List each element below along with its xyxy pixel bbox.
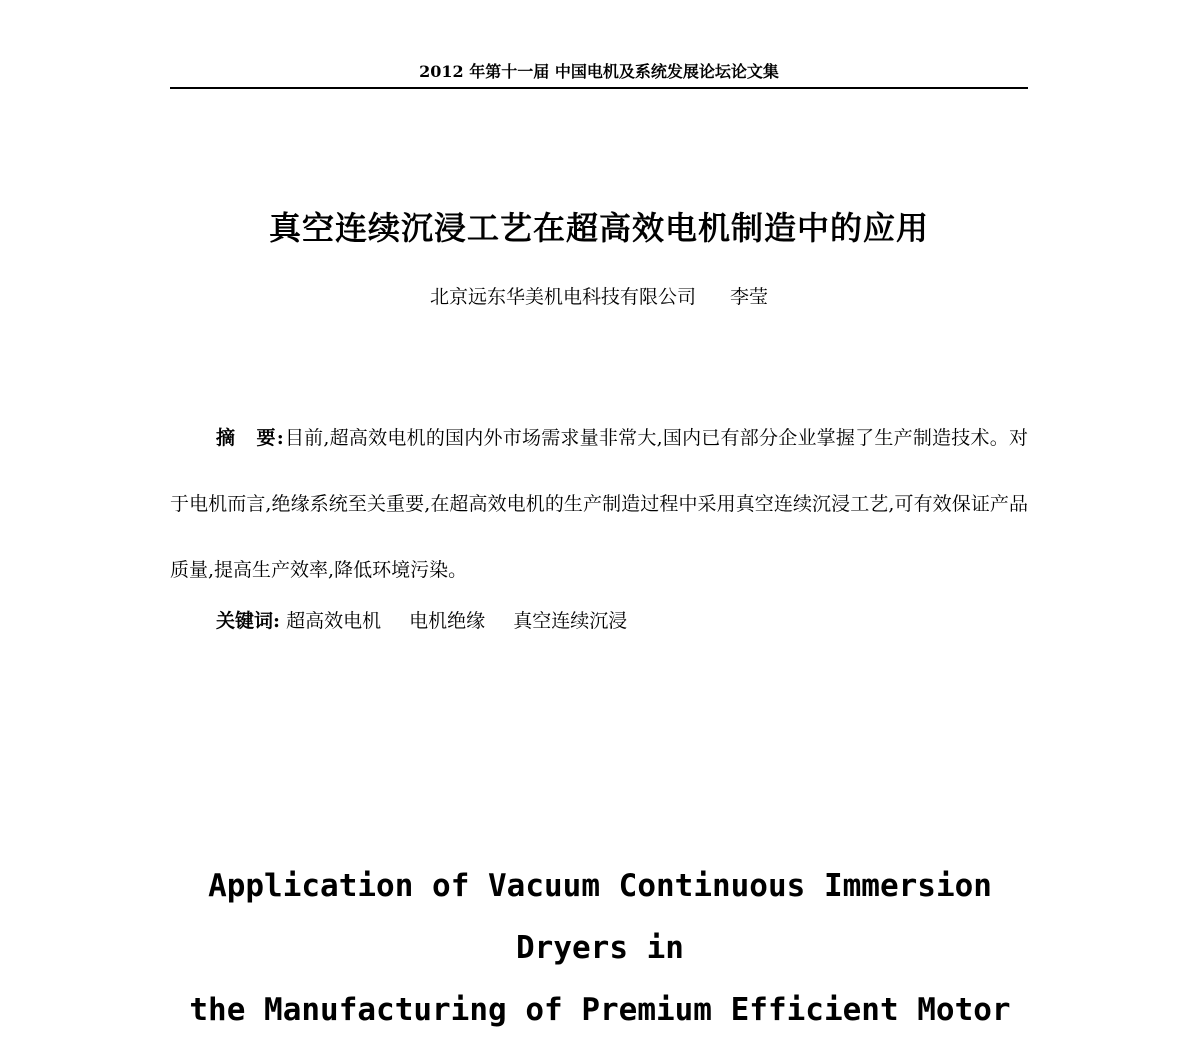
author-name: 李莹 xyxy=(730,286,769,308)
keywords xyxy=(216,603,649,639)
affiliation: 北京远东华美机电科技有限公司 xyxy=(429,286,696,308)
keyword-item: 电机绝缘 xyxy=(409,610,486,632)
running-header xyxy=(170,60,1028,84)
abstract xyxy=(170,405,1028,603)
abstract-label-char-1: 摘 xyxy=(216,427,237,449)
header-rule xyxy=(170,87,1028,89)
paper-title-en xyxy=(150,855,1050,1041)
keyword-item: 超高效电机 xyxy=(286,610,382,632)
paper-title-zh: 真空连续沉浸工艺在超高效电机制造中的应用 xyxy=(268,209,929,247)
running-header-text: 2012 年第十一届 中国电机及系统发展论坛论文集 xyxy=(419,62,779,81)
abstract-label-colon: : xyxy=(276,427,285,449)
keywords-label: 关键词: xyxy=(216,610,281,632)
paper-title-en-line-1: Application of Vacuum Continuous Immersion Dryers in xyxy=(208,868,992,966)
paper-title-en-line-2: the Manufacturing of Premium Efficient Motor xyxy=(189,992,1011,1028)
abstract-text: 目前,超高效电机的国内外市场需求量非常大,国内已有部分企业掌握了生产制造技术。对于电机而言,绝缘系统至关重要,在超高效电机的生产制造过程中采用真空连续沉浸工艺,可有效保证产品质量,提高生产效率,降低环境污染。 xyxy=(170,427,1028,581)
byline xyxy=(170,283,1028,311)
abstract-label xyxy=(216,427,285,449)
keyword-item: 真空连续沉浸 xyxy=(513,610,628,632)
abstract-label-char-2: 要 xyxy=(256,427,277,449)
